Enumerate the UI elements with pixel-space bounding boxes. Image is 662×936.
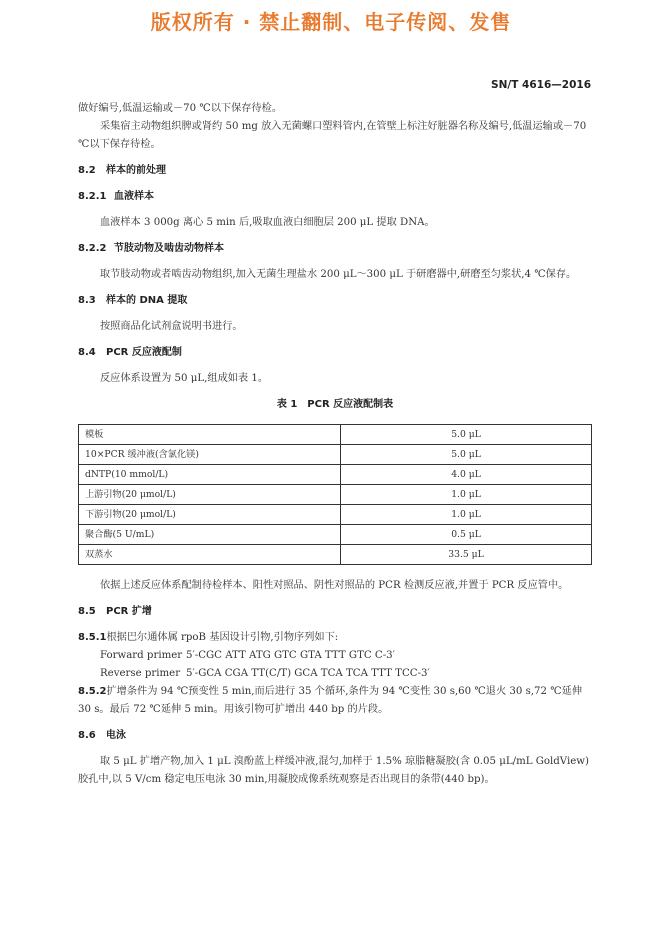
table-caption: 表 1 PCR 反应液配制表 <box>276 399 394 410</box>
reagent-name: 下游引物(20 μmol/L) <box>79 505 341 525</box>
table-row <box>79 445 592 465</box>
reagent-volume: 4.0 μL <box>341 465 592 485</box>
paragraph: 血液样本 3 000g 离心 5 min 后,吸取血液白细胞层 200 μL 提取 DNA。 <box>100 217 435 228</box>
clause-8-5-1: 8.5.1根据巴尔通体属 rpoB 基因设计引物,引物序列如下: <box>78 632 339 643</box>
reagent-volume: 33.5 μL <box>341 545 592 565</box>
table-row <box>79 505 592 525</box>
section-heading-8-2-1: 8.2.1 血液样本 <box>78 191 154 202</box>
reagent-name: 双蒸水 <box>79 545 341 565</box>
paragraph: 采集宿主动物组织脾或肾约 50 mg 放入无菌螺口塑料管内,在管壁上标注好脏器名称及编号,低温运输或－70 ℃以下保存待检。 <box>78 121 587 150</box>
forward-primer: Forward primer 5′-CGC ATT ATG GTC GTA TTT GTC C-3′ <box>100 650 395 661</box>
table-row <box>79 545 592 565</box>
section-heading-8-2: 8.2 样本的前处理 <box>78 165 166 176</box>
standard-code: SN/T 4616—2016 <box>491 79 591 91</box>
clause-8-5-2: 8.5.2扩增条件为 94 ℃预变性 5 min,而后进行 35 个循环,条件为 94 ℃变性 30 s,60 ℃退火 30 s,72 ℃延伸 30 s。最后 72 ℃延伸 5 min。用该引物可扩增出 440 bp 的片段。 <box>78 686 583 715</box>
reagent-name: 上游引物(20 μmol/L) <box>79 485 341 505</box>
section-heading-8-4: 8.4 PCR 反应液配制 <box>78 347 182 358</box>
reagent-name: 10×PCR 缓冲液(含氯化镁) <box>79 445 341 465</box>
section-heading-8-2-2: 8.2.2 节肢动物及啮齿动物样本 <box>78 243 224 254</box>
reagent-volume: 0.5 μL <box>341 525 592 545</box>
section-heading-8-3: 8.3 样本的 DNA 提取 <box>78 295 188 306</box>
table-row <box>79 465 592 485</box>
paragraph: 取 5 μL 扩增产物,加入 1 μL 溴酚蓝上样缓冲液,混匀,加样于 1.5% 琼脂糖凝胶(含 0.05 μL/mL GoldView)胶孔中,以 5 V/cm 稳定电压电泳 30 min,用凝胶成像系统观察是否出现目的条带(440 bp)。 <box>78 756 589 785</box>
paragraph: 按照商品化试剂盒说明书进行。 <box>100 321 243 332</box>
reverse-primer: Reverse primer 5′-GCA CGA TT(C/T) GCA TCA TCA TTT TCC-3′ <box>100 668 430 679</box>
reagent-volume: 1.0 μL <box>341 485 592 505</box>
reagent-volume: 1.0 μL <box>341 505 592 525</box>
copyright-watermark: 版权所有 · 禁止翻制、电子传阅、发售 <box>150 10 512 34</box>
paragraph: 依据上述反应体系配制待检样本、阳性对照品、阴性对照品的 PCR 检测反应液,并置于 PCR 反应管中。 <box>100 580 569 591</box>
document-body <box>78 100 592 789</box>
paragraph: 做好编号,低温运输或－70 ℃以下保存待检。 <box>78 103 283 114</box>
pcr-reagent-table <box>78 424 592 565</box>
table-row <box>79 525 592 545</box>
reagent-volume: 5.0 μL <box>341 445 592 465</box>
reagent-name: 聚合酶(5 U/mL) <box>79 525 341 545</box>
section-heading-8-5: 8.5 PCR 扩增 <box>78 606 152 617</box>
paragraph: 反应体系设置为 50 μL,组成如表 1。 <box>100 373 269 384</box>
section-heading-8-6: 8.6 电泳 <box>78 730 126 741</box>
paragraph: 取节肢动物或者啮齿动物组织,加入无菌生理盐水 200 μL～300 μL 于研磨器中,研磨至匀浆状,4 ℃保存。 <box>100 269 577 280</box>
table-row <box>79 485 592 505</box>
table-row <box>79 425 592 445</box>
reagent-name: dNTP(10 mmol/L) <box>79 465 341 485</box>
reagent-volume: 5.0 μL <box>341 425 592 445</box>
reagent-name: 模板 <box>79 425 341 445</box>
